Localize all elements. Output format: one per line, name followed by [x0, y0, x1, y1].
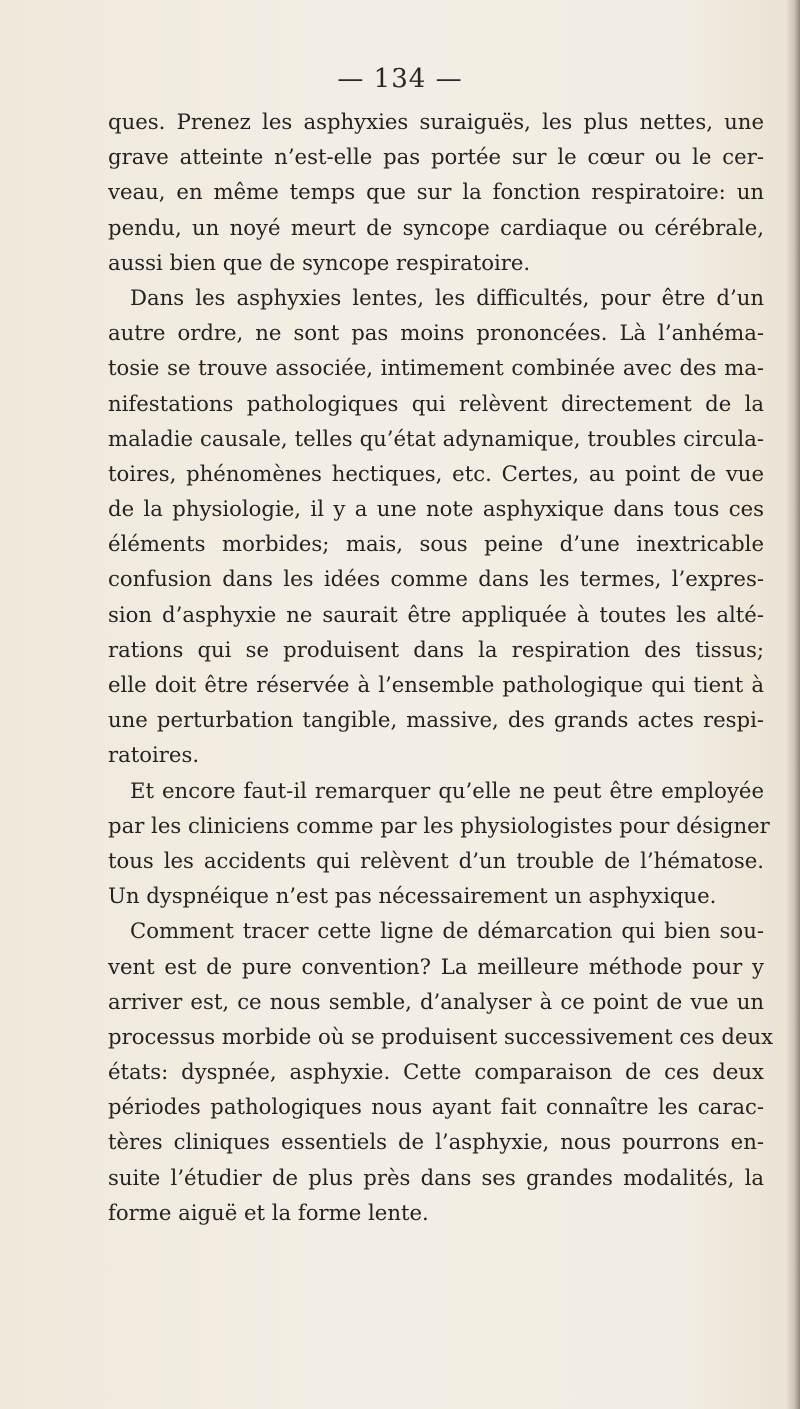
text-line: tous les accidents qui relèvent d’un trouble de l’hématose.: [108, 847, 764, 873]
text-line: de la physiologie, il y a une note asphyxique dans tous ces: [108, 496, 764, 522]
text-line: Comment tracer cette ligne de démarcation qui bien sou-: [130, 918, 764, 944]
text-line: toires, phénomènes hectiques, etc. Certes, au point de vue: [108, 460, 764, 486]
text-line: une perturbation tangible, massive, des grands actes respi-: [108, 707, 764, 733]
text-line: tères cliniques essentiels de l’asphyxie, nous pourrons en-: [108, 1129, 764, 1155]
text-line: Et encore faut-il remarquer qu’elle ne peut être employée: [130, 777, 764, 803]
text-line: Un dyspnéique n’est pas nécessairement un asphyxique.: [108, 883, 717, 909]
text-line: éléments morbides; mais, sous peine d’une inextricable: [108, 531, 764, 557]
text-line: ratoires.: [108, 742, 200, 768]
text-line: par les cliniciens comme par les physiologistes pour désigner: [108, 812, 770, 838]
text-line: confusion dans les idées comme dans les termes, l’expres-: [108, 566, 764, 592]
text-line: Dans les asphyxies lentes, les difficultés, pour être d’un: [130, 284, 764, 310]
text-line: maladie causale, telles qu’état adynamique, troubles circula-: [108, 425, 764, 451]
text-line: elle doit être réservée à l’ensemble pathologique qui tient à: [108, 672, 764, 697]
text-line: pendu, un noyé meurt de syncope cardiaque ou cérébrale,: [108, 214, 764, 240]
text-line: ques. Prenez les asphyxies suraiguës, les plus nettes, une: [108, 109, 764, 134]
text-line: processus morbide où se produisent successivement ces deux: [108, 1023, 774, 1049]
text-line: aussi bien que de syncope respiratoire.: [108, 249, 531, 275]
text-line: suite l’étudier de plus près dans ses grandes modalités, la: [108, 1164, 764, 1190]
text-line: autre ordre, ne sont pas moins prononcées. Là l’anhéma-: [108, 320, 764, 346]
text-line: rations qui se produisent dans la respiration des tissus;: [108, 636, 764, 662]
text-line: grave atteinte n’est-elle pas portée sur le cœur ou le cer-: [108, 144, 764, 170]
page-number: — 134 —: [337, 64, 463, 94]
text-line: veau, en même temps que sur la fonction respiratoire: un: [108, 179, 764, 205]
text-line: nifestations pathologiques qui relèvent directement de la: [108, 390, 764, 416]
text-line: périodes pathologiques nous ayant fait connaître les carac-: [108, 1094, 764, 1120]
page-edge-shadow: [786, 0, 800, 1409]
text-line: vent est de pure convention? La meilleure méthode pour y: [108, 953, 764, 979]
text-line: tosie se trouve associée, intimement combinée avec des ma-: [108, 355, 764, 381]
text-line: arriver est, ce nous semble, d’analyser à ce point de vue un: [108, 988, 764, 1014]
text-line: états: dyspnée, asphyxie. Cette comparaison de ces deux: [108, 1059, 764, 1085]
text-line: forme aiguë et la forme lente.: [108, 1199, 429, 1225]
text-line: sion d’asphyxie ne saurait être appliquée à toutes les alté-: [108, 601, 764, 627]
body-text: [108, 104, 774, 1230]
